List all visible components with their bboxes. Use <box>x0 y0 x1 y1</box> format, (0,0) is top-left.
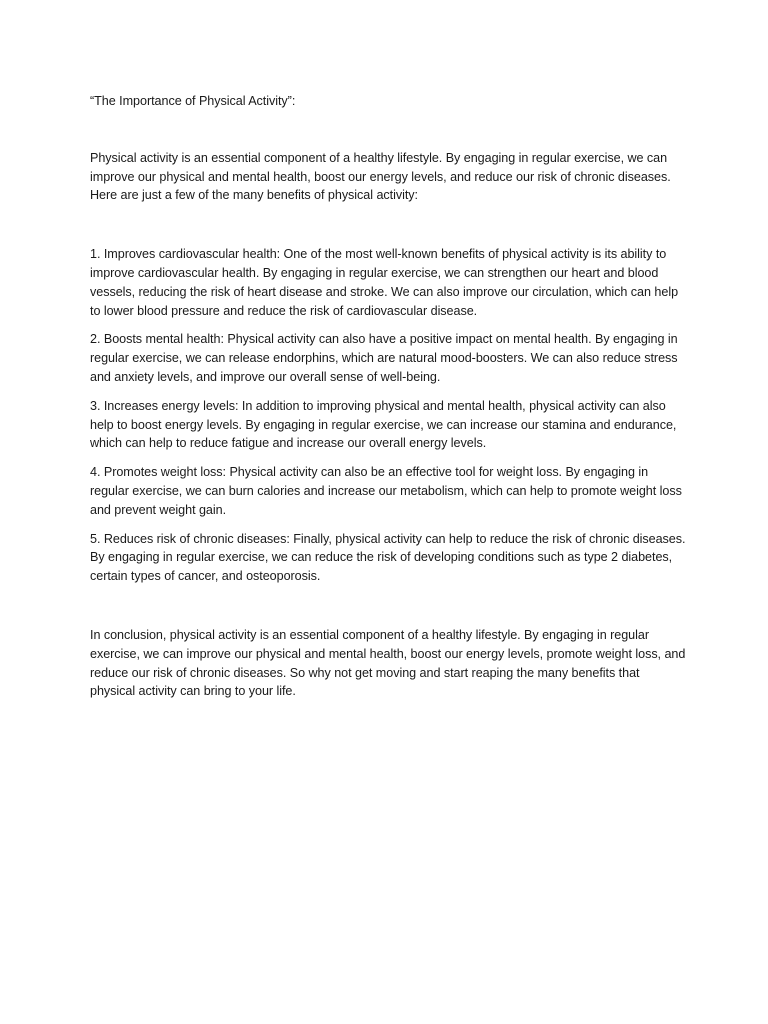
document-title: “The Importance of Physical Activity”: <box>90 94 296 108</box>
benefit-item-mental-health: 2. Boosts mental health: Physical activity can also have a positive impact on mental health. By engaging in regular exercise, we can release endorphins, which are natural mood-boosters. We can also reduce stress and anxiety levels, and improve our overall sense of well-being. <box>90 332 678 384</box>
conclusion-paragraph: In conclusion, physical activity is an essential component of a healthy lifestyle. By engaging in regular exercise, we can improve our physical and mental health, boost our energy levels, promote weight loss, and reduce our risk of chronic diseases. So why not get moving and start reaping the many benefits that physical activity can bring to your life. <box>90 627 686 699</box>
benefit-item-cardiovascular: 1. Improves cardiovascular health: One of the most well-known benefits of physical activity is its ability to improve cardiovascular health. By engaging in regular exercise, we can strengthen our heart and blood vessels, reducing the risk of heart disease and stroke. We can also improve our circulation, which can help to lower blood pressure and reduce the risk of cardiovascular disease. <box>90 247 679 318</box>
document-page <box>90 92 686 701</box>
benefit-item-chronic-diseases: 5. Reduces risk of chronic diseases: Finally, physical activity can help to reduce the risk of chronic diseases. By engaging in regular exercise, we can reduce the risk of developing conditions such as type 2 diabetes, certain types of cancer, and osteoporosis. <box>90 531 686 584</box>
benefit-item-weight-loss: 4. Promotes weight loss: Physical activity can also be an effective tool for weight loss. By engaging in regular exercise, we can burn calories and increase our metabolism, which can help to promote weight loss and prevent weight gain. <box>90 465 682 517</box>
intro-paragraph: Physical activity is an essential component of a healthy lifestyle. By engaging in regular exercise, we can improve our physical and mental health, boost our energy levels, and reduce our risk of chronic diseases. Here are just a few of the many benefits of physical activity: <box>90 150 671 203</box>
benefit-item-energy: 3. Increases energy levels: In addition to improving physical and mental health, physical activity can also help to boost energy levels. By engaging in regular exercise, we can increase our stamina and endurance, which can help to reduce fatigue and increase our overall energy levels. <box>90 398 677 451</box>
